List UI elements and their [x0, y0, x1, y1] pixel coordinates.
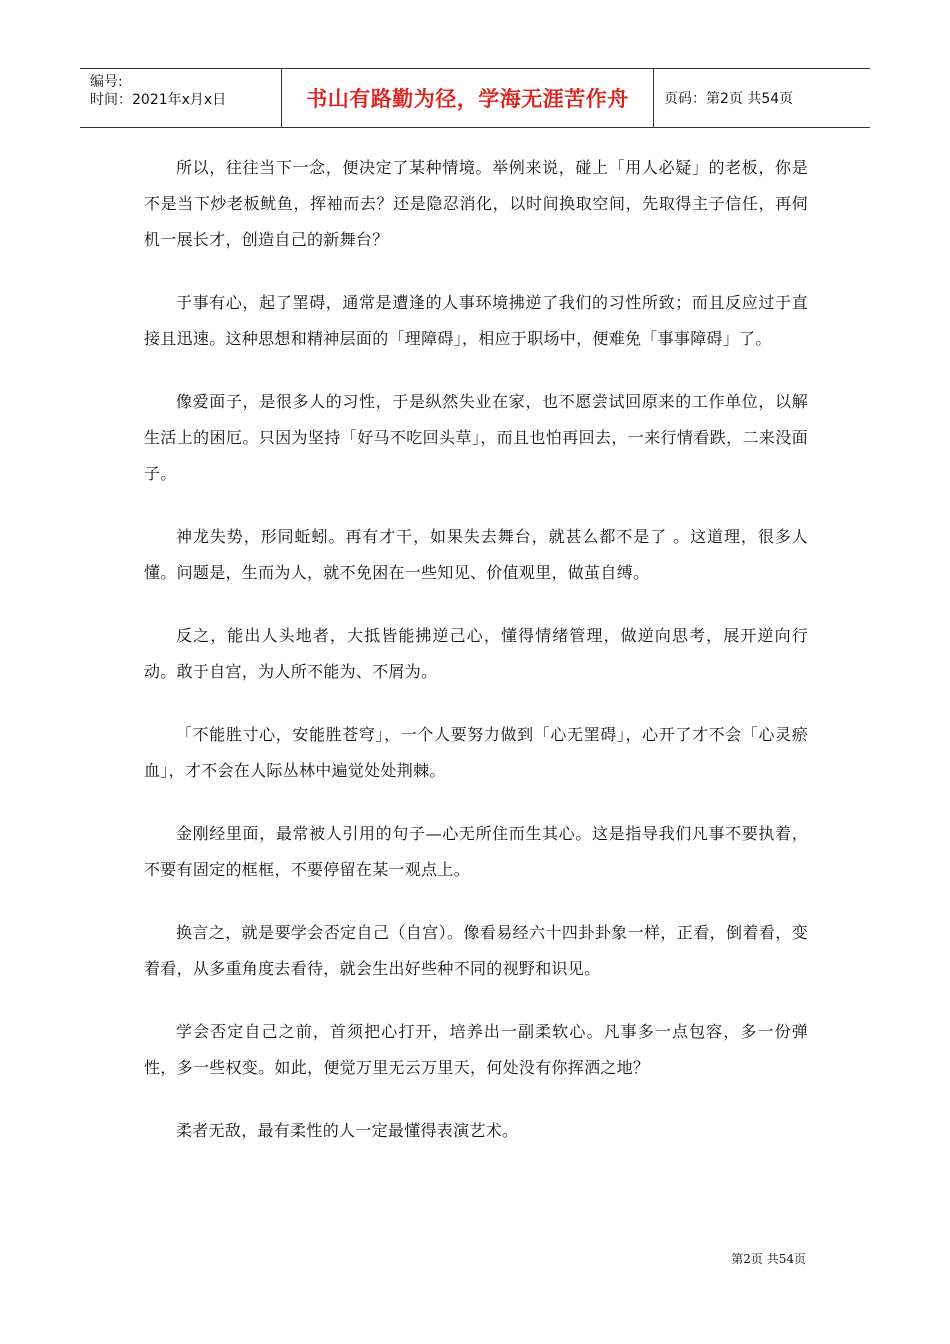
paragraph: 反之，能出人头地者，大抵皆能拂逆己心，懂得情绪管理，做逆向思考，展开逆向行动。敢于自宫，为人所不能为、不屑为。 — [144, 626, 808, 681]
header-page-number: 页码：第2页 共54页 — [664, 91, 794, 107]
paragraph: 换言之，就是要学会否定自己（自宫）。像看易经六十四卦卦象一样，正看，倒着看，变着看，从多重角度去看待，就会生出好些种不同的视野和识见。 — [144, 923, 808, 978]
paragraph: 于事有心，起了罣碍，通常是遭逢的人事环境拂逆了我们的习性所致；而且反应过于直接且迅速。这种思想和精神层面的「理障碍」，相应于职场中，便难免「事事障碍」了。 — [144, 293, 808, 348]
document-header — [80, 68, 870, 128]
paragraph: 「不能胜寸心，安能胜苍穹」，一个人要努力做到「心无罣碍」，心开了才不会「心灵瘀血」，才不会在人际丛林中遍觉处处荆棘。 — [144, 725, 808, 780]
page-footer: 第2页 共54页 — [731, 1252, 806, 1266]
paragraph: 神龙失势，形同蚯蚓。再有才干，如果失去舞台，就甚么都不是了 。这道理，很多人懂。问题是，生而为人，就不免困在一些知见、价值观里，做茧自缚。 — [144, 527, 808, 582]
paragraph: 学会否定自己之前，首须把心打开，培养出一副柔软心。凡事多一点包容，多一份弹性，多一些权变。如此，便觉万里无云万里天，何处没有你挥洒之地？ — [144, 1022, 808, 1077]
paragraph: 柔者无敌，最有柔性的人一定最懂得表演艺术。 — [176, 1121, 519, 1140]
paragraph: 所以，往往当下一念，便决定了某种情境。举例来说，碰上「用人必疑」的老板，你是不是当下炒老板鱿鱼，挥袖而去？还是隐忍消化，以时间换取空间，先取得主子信任，再伺机一展长才，创造自己的新舞台？ — [144, 158, 808, 249]
serial-label: 编号: — [90, 74, 123, 90]
header-meta — [80, 69, 282, 127]
header-motto: 书山有路勤为径，学海无涯苦作舟 — [282, 69, 654, 127]
paragraph: 像爱面子，是很多人的习性，于是纵然失业在家，也不愿尝试回原来的工作单位，以解生活上的困厄。只因为坚持「好马不吃回头草」，而且也怕再回去，一来行情看跌，二来没面子。 — [144, 392, 808, 483]
document-body — [144, 150, 808, 1176]
paragraph: 金刚经里面，最常被人引用的句子—心无所住而生其心。这是指导我们凡事不要执着，不要有固定的框框，不要停留在某一观点上。 — [144, 824, 808, 879]
time-label: 时间：2021年x月x日 — [90, 92, 227, 108]
